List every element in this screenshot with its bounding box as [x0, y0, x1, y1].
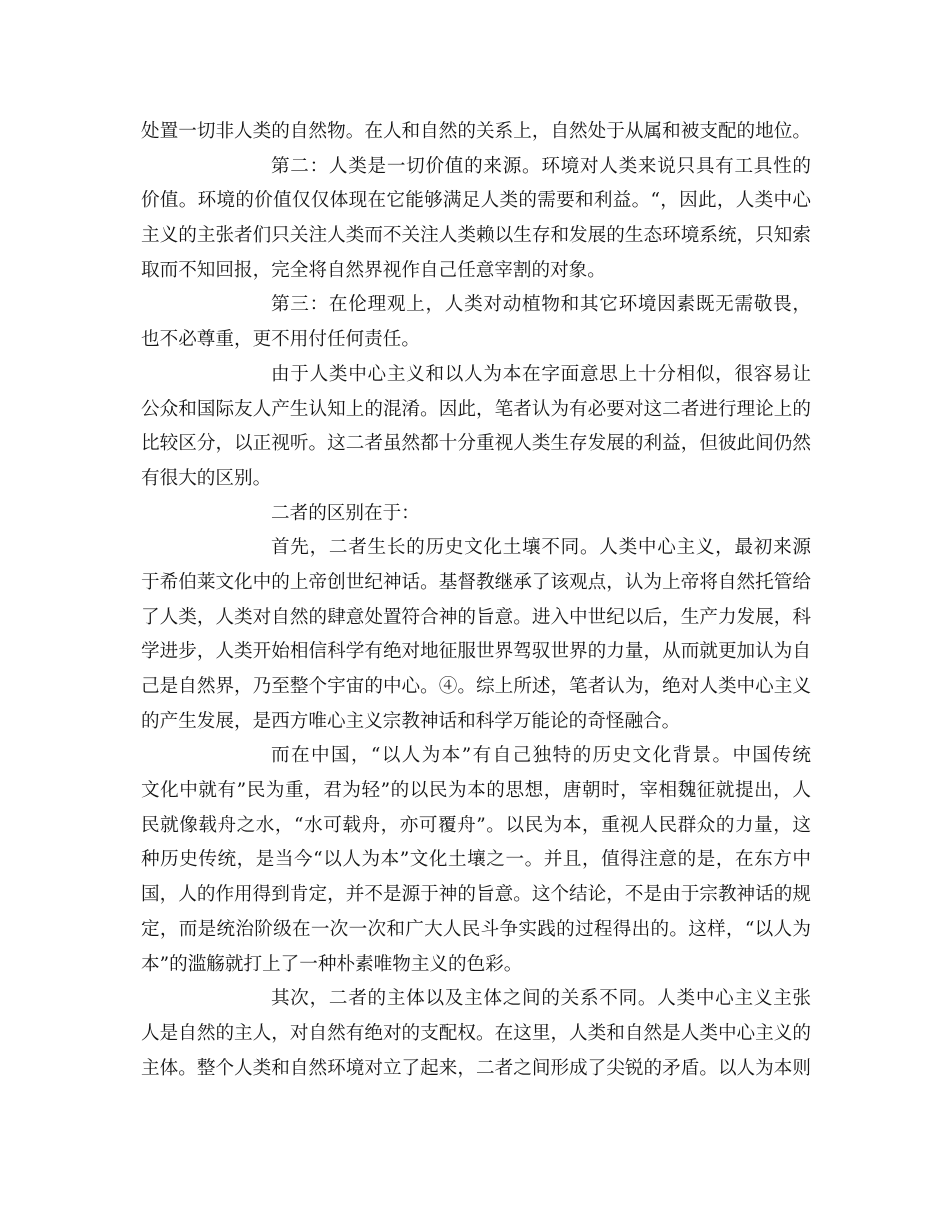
text-line: 本”的滥觞就打上了一种朴素唯物主义的色彩。: [141, 953, 523, 975]
text-line: 民就像载舟之水，“水可载舟，亦可覆舟”。以民为本，重视人民群众的力量，这: [141, 814, 811, 836]
text-line: 首先，二者生长的历史文化土壤不同。人类中心主义，最初来源: [271, 537, 811, 559]
text-line: 第二：人类是一切价值的来源。环境对人类来说只具有工具性的: [271, 155, 811, 177]
text-line: 了人类，人类对自然的肆意处置符合神的旨意。进入中世纪以后，生产力发展，科: [141, 606, 811, 628]
text-line: 种历史传统，是当今“以人为本”文化土壤之一。并且，值得注意的是，在东方中: [141, 849, 811, 871]
text-line: 价值。环境的价值仅仅体现在它能够满足人类的需要和利益。“，因此，人类中心: [141, 190, 811, 212]
text-line: 其次，二者的主体以及主体之间的关系不同。人类中心主义主张: [271, 988, 811, 1010]
text-line: 人是自然的主人，对自然有绝对的支配权。在这里，人类和自然是人类中心主义的: [141, 1022, 811, 1044]
text-line: 由于人类中心主义和以人为本在字面意思上十分相似，很容易让: [271, 363, 811, 385]
text-line: 比较区分，以正视听。这二者虽然都十分重视人类生存发展的利益，但彼此间仍然: [141, 433, 811, 455]
text-line: 文化中就有”民为重，君为轻”的以民为本的思想，唐朝时，宰相魏征就提出，人: [141, 780, 811, 802]
text-line: 于希伯莱文化中的上帝创世纪神话。基督教继承了该观点，认为上帝将自然托管给: [141, 571, 811, 593]
text-line: 主体。整个人类和自然环境对立了起来，二者之间形成了尖锐的矛盾。以人为本则: [141, 1057, 811, 1079]
text-line: 主义的主张者们只关注人类而不关注人类赖以生存和发展的生态环境系统，只知索: [141, 225, 811, 247]
text-line: 处置一切非人类的自然物。在人和自然的关系上，自然处于从属和被支配的地位。: [141, 121, 811, 142]
document-body: [141, 115, 811, 1086]
text-line: 的产生发展，是西方唯心主义宗教神话和科学万能论的奇怪融合。: [141, 710, 681, 732]
text-line: 也不必尊重，更不用付任何责任。: [141, 329, 420, 351]
text-line: 国，人的作用得到肯定，并不是源于神的旨意。这个结论，不是由于宗教神话的规: [141, 884, 811, 906]
text-line: 而在中国，“以人为本”有自己独特的历史文化背景。中国传统: [271, 745, 811, 767]
text-line: 学进步，人类开始相信科学有绝对地征服世界驾驭世界的力量，从而就更加认为自: [141, 641, 811, 663]
text-line: 己是自然界，乃至整个宇宙的中心。④。综上所述，笔者认为，绝对人类中心主义: [141, 676, 811, 697]
text-line: 第三：在伦理观上，人类对动植物和其它环境因素既无需敬畏，: [271, 294, 811, 316]
text-line: 定，而是统治阶级在一次一次和广大人民斗争实践的过程得出的。这样，“以人为: [141, 918, 811, 940]
text-line: 二者的区别在于：: [271, 502, 420, 524]
text-line: 取而不知回报，完全将自然界视作自己任意宰割的对象。: [141, 259, 606, 281]
text-line: 有很大的区别。: [141, 467, 272, 489]
text-line: 公众和国际友人产生认知上的混淆。因此，笔者认为有必要对这二者进行理论上的: [141, 398, 811, 420]
